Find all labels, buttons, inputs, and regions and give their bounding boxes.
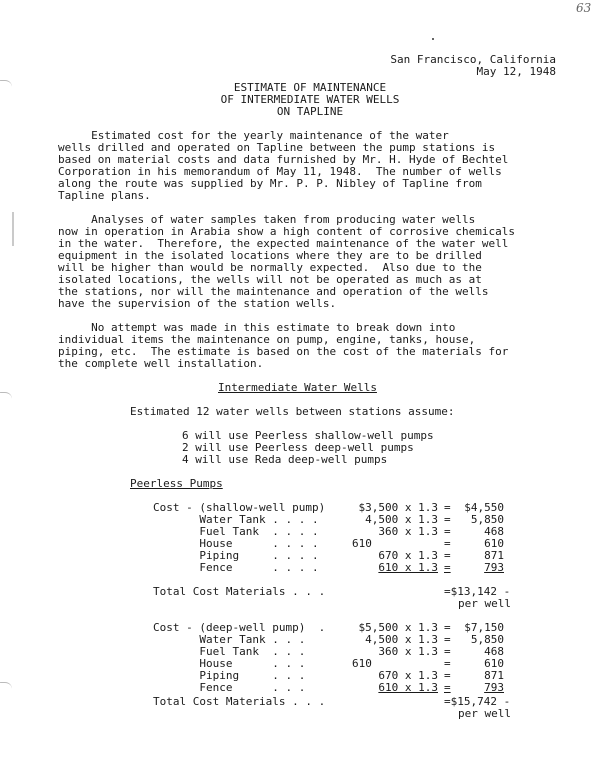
table-row-equals: = xyxy=(444,645,451,658)
subheading: Peerless Pumps xyxy=(130,477,223,490)
punch-hole-middle xyxy=(0,392,12,399)
per-well-label: per well xyxy=(458,707,511,720)
table-row-calc: 610 xyxy=(352,657,372,670)
table-row-equals: = xyxy=(444,669,451,682)
paragraph-1-line: Corporation in his memorandum of May 11, 1948. The number of wells xyxy=(58,165,502,178)
table-row-amount: 5,850 xyxy=(470,633,504,646)
title-line-1: ESTIMATE OF MAINTENANCE xyxy=(233,81,387,94)
paragraph-1-line: wells drilled and operated on Tapline between the pump stations is xyxy=(58,141,496,154)
table-row-equals: = xyxy=(444,549,451,562)
paragraph-2-line: have the supervision of the station wells. xyxy=(58,297,337,310)
table-row-equals: = xyxy=(444,621,451,634)
table-row-label: Cost - (shallow-well pump) xyxy=(153,501,326,514)
table-row-amount: 468 xyxy=(484,645,504,658)
table-row-label: Water Tank . . . xyxy=(153,633,306,646)
table-row-calc: 610 x 1.3 xyxy=(378,561,438,574)
total-label: Total Cost Materials . . . xyxy=(153,585,326,598)
pump-list-item: 6 will use Peerless shallow-well pumps xyxy=(182,429,434,442)
table-row-label: Cost - (deep-well pump) . xyxy=(153,621,326,634)
paragraph-2-line: Analyses of water samples taken from producing water wells xyxy=(58,213,476,226)
title-line-2: OF INTERMEDIATE WATER WELLS xyxy=(220,93,400,106)
paragraph-1-line: along the route was supplied by Mr. P. P. Nibley of Tapline from xyxy=(58,177,482,190)
location-line: San Francisco, California xyxy=(390,53,556,66)
speck xyxy=(432,38,434,40)
paragraph-2-line: in the water. Therefore, the expected maintenance of the water well xyxy=(58,237,509,250)
table-row-equals: = xyxy=(444,657,451,670)
table-row-amount: 5,850 xyxy=(470,513,504,526)
table-row-amount: 871 xyxy=(484,669,504,682)
table-row-calc: $5,500 x 1.3 xyxy=(358,621,438,634)
table-row-label: Fence . . . xyxy=(153,681,306,694)
table-row-label: House . . . xyxy=(153,657,306,670)
table-row-calc: 4,500 x 1.3 xyxy=(365,633,438,646)
table-row-equals: = xyxy=(444,513,451,526)
table-row-calc: 360 x 1.3 xyxy=(378,525,438,538)
total-amount: =$15,742 - xyxy=(444,695,511,708)
table-row-amount: 610 xyxy=(484,537,504,550)
table-row-label: Fuel Tank . . . . xyxy=(153,525,319,538)
section-heading: Intermediate Water Wells xyxy=(218,381,377,394)
table-row-equals: = xyxy=(444,681,451,694)
punch-hole-top xyxy=(0,80,12,87)
paragraph-3-line: individual items the maintenance on pump, engine, tanks, house, xyxy=(58,333,476,346)
table-row-amount: $7,150 xyxy=(464,621,504,634)
paragraph-3-line: No attempt was made in this estimate to break down into xyxy=(58,321,456,334)
table-row-equals: = xyxy=(444,537,451,550)
assumption-line: Estimated 12 water wells between stations assume: xyxy=(130,405,455,418)
table-row-label: House . . . . xyxy=(153,537,319,550)
table-row-label: Piping . . . . xyxy=(153,549,319,562)
table-row-calc: $3,500 x 1.3 xyxy=(358,501,438,514)
table-row-label: Fuel Tank . . . xyxy=(153,645,306,658)
title-line-3: ON TAPLINE xyxy=(276,105,344,118)
paragraph-3-line: piping, etc. The estimate is based on the cost of the materials for xyxy=(58,345,509,358)
page-number: 63 xyxy=(576,1,592,15)
table-row-amount: 468 xyxy=(484,525,504,538)
pump-list-item: 4 will use Reda deep-well pumps xyxy=(182,453,388,466)
table-row-calc: 670 x 1.3 xyxy=(378,549,438,562)
paragraph-2-line: isolated locations, the wells will not be operated as much as at xyxy=(58,273,482,286)
paragraph-3-line: the complete well installation. xyxy=(58,357,264,370)
table-row-amount: 793 xyxy=(484,561,504,574)
punch-hole-bottom xyxy=(0,682,12,689)
table-row-amount: 610 xyxy=(484,657,504,670)
table-row-equals: = xyxy=(444,501,451,514)
table-row-label: Piping . . . xyxy=(153,669,306,682)
table-row-calc: 610 x 1.3 xyxy=(378,681,438,694)
table-row-amount: 793 xyxy=(484,681,504,694)
paragraph-2-line: will be higher than would be normally expected. Also due to the xyxy=(58,261,482,274)
table-row-amount: $4,550 xyxy=(464,501,504,514)
paragraph-2-line: now in operation in Arabia show a high content of corrosive chemicals xyxy=(58,225,515,238)
table-row-calc: 670 x 1.3 xyxy=(378,669,438,682)
total-label: Total Cost Materials . . . xyxy=(153,695,326,708)
table-row-equals: = xyxy=(444,633,451,646)
margin-mark xyxy=(12,212,14,246)
table-row-amount: 871 xyxy=(484,549,504,562)
paragraph-1-line: based on material costs and data furnished by Mr. H. Hyde of Bechtel xyxy=(58,153,509,166)
total-amount: =$13,142 - xyxy=(444,585,511,598)
paragraph-2-line: the stations, nor will the maintenance and operation of the wells xyxy=(58,285,489,298)
paragraph-2-line: equipment in the isolated locations where they are to be drilled xyxy=(58,249,482,262)
table-row-equals: = xyxy=(444,561,451,574)
paragraph-1-line: Estimated cost for the yearly maintenance of the water xyxy=(58,129,449,142)
table-row-label: Fence . . . . xyxy=(153,561,319,574)
table-row-calc: 360 x 1.3 xyxy=(378,645,438,658)
date-line: May 12, 1948 xyxy=(476,65,556,78)
per-well-label: per well xyxy=(458,597,511,610)
pump-list-item: 2 will use Peerless deep-well pumps xyxy=(182,441,414,454)
paragraph-1-line: Tapline plans. xyxy=(58,189,151,202)
table-row-label: Water Tank . . . . xyxy=(153,513,319,526)
table-row-calc: 4,500 x 1.3 xyxy=(365,513,438,526)
table-row-calc: 610 xyxy=(352,537,372,550)
table-row-equals: = xyxy=(444,525,451,538)
